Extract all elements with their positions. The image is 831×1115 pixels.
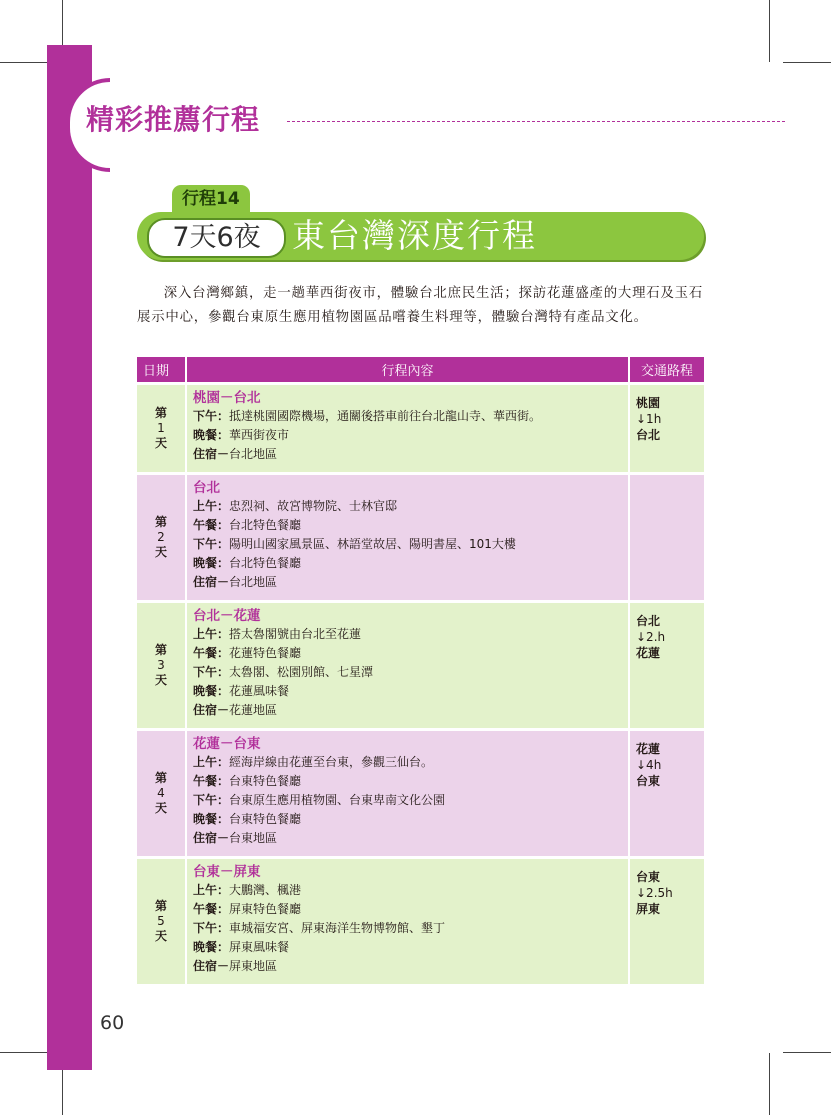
transport-to: 花蓮 [636,646,661,660]
header-date: 日期 [137,357,186,384]
schedule-label: 下午： [193,537,230,551]
route-badge: 行程14 [172,185,250,214]
schedule-line [193,535,622,554]
day-prefix: 第 [154,771,167,785]
schedule-line [193,919,622,938]
schedule-line [193,426,622,445]
schedule-label: 午餐： [193,518,230,532]
day-route: 台北－花蓮 [193,608,261,624]
page-spine [47,45,92,1070]
section-title: 精彩推薦行程 [86,103,261,136]
schedule-line [193,663,622,682]
content-cell [186,730,629,858]
crop-mark [0,1052,48,1053]
route-intro: 深入台灣鄉鎮，走一趟華西街夜市，體驗台北庶民生活；探訪花蓮盛產的大理石及玉石展示中心，參觀台東原生應用植物園區品嚐養生料理等，體驗台灣特有產品文化。 [137,286,704,326]
schedule-line [193,829,622,848]
day-number: 1 [157,421,165,435]
day-cell [137,602,186,730]
table-row [137,474,704,602]
schedule-text: 車城福安宮、屏東海洋生物博物館、墾丁 [229,921,446,935]
schedule-label: 住宿－ [193,959,230,973]
schedule-text: 台北特色餐廳 [229,518,302,532]
schedule-text: 台東原生應用植物園、台東卑南文化公園 [229,793,446,807]
day-prefix: 第 [154,406,167,420]
schedule-label: 上午： [193,627,230,641]
transport-cell [629,858,704,985]
content-cell [186,384,629,474]
schedule-text: 抵達桃園國際機場，通關後搭車前往台北龍山寺、華西街。 [229,409,542,423]
day-suffix: 天 [154,436,167,450]
transport-cell [629,384,704,474]
crop-mark [769,1053,770,1115]
day-suffix: 天 [154,929,167,943]
schedule-text: 大鵬灣、楓港 [229,883,302,897]
day-cell [137,384,186,474]
schedule-line [193,957,622,976]
header-content: 行程內容 [186,357,629,384]
transport-to: 台東 [636,774,661,788]
day-number: 4 [157,786,165,800]
schedule-line [193,682,622,701]
transport-duration: ↓1h [636,412,662,426]
schedule-label: 下午： [193,921,230,935]
schedule-line [193,516,622,535]
transport-from: 台北 [636,614,661,628]
schedule-line [193,554,622,573]
transport-from: 花蓮 [636,742,661,756]
day-number: 3 [157,658,165,672]
transport-from: 桃園 [636,396,661,410]
day-suffix: 天 [154,801,167,815]
content-cell [186,474,629,602]
schedule-text: 經海岸線由花蓮至台東，參觀三仙台。 [229,755,434,769]
schedule-line [193,445,622,464]
day-suffix: 天 [154,545,167,559]
schedule-label: 住宿－ [193,831,230,845]
schedule-line [193,810,622,829]
schedule-label: 上午： [193,499,230,513]
transport-duration: ↓2.5h [636,886,673,900]
schedule-text: 台東特色餐廳 [229,812,302,826]
schedule-label: 晚餐： [193,556,230,570]
schedule-label: 晚餐： [193,428,230,442]
day-prefix: 第 [154,515,167,529]
route-title: 東台灣深度行程 [292,216,537,255]
transport-cell [629,730,704,858]
schedule-text: 花蓮風味餐 [229,684,290,698]
schedule-text: 台北特色餐廳 [229,556,302,570]
day-number: 2 [157,530,165,544]
schedule-line [193,881,622,900]
day-number: 5 [157,914,165,928]
table-row [137,384,704,474]
schedule-line [193,938,622,957]
schedule-line [193,791,622,810]
schedule-text: 屏東地區 [229,959,278,973]
day-route: 花蓮－台東 [193,736,261,752]
crop-mark [769,0,770,62]
schedule-line [193,753,622,772]
duration-pill: 7天6夜 [147,218,286,258]
schedule-line [193,900,622,919]
schedule-text: 台東地區 [229,831,278,845]
schedule-label: 晚餐： [193,940,230,954]
day-suffix: 天 [154,673,167,687]
schedule-text: 太魯閣、松園別館、七星潭 [229,665,374,679]
schedule-text: 花蓮地區 [229,703,278,717]
schedule-label: 住宿－ [193,575,230,589]
schedule-label: 下午： [193,409,230,423]
transport-duration: ↓2.h [636,630,666,644]
transport-cell [629,602,704,730]
page-number: 60 [100,1012,125,1034]
transport-duration: ↓4h [636,758,662,772]
schedule-label: 下午： [193,665,230,679]
table-row [137,730,704,858]
day-prefix: 第 [154,899,167,913]
day-route: 台北 [193,480,220,496]
day-prefix: 第 [154,643,167,657]
day-cell [137,474,186,602]
schedule-label: 住宿－ [193,703,230,717]
schedule-label: 午餐： [193,774,230,788]
schedule-text: 搭太魯閣號由台北至花蓮 [229,627,362,641]
schedule-text: 屏東風味餐 [229,940,290,954]
schedule-label: 午餐： [193,646,230,660]
schedule-line [193,497,622,516]
content-cell [186,602,629,730]
crop-mark [0,62,48,63]
table-row [137,602,704,730]
schedule-text: 台北地區 [229,447,278,461]
day-cell [137,858,186,985]
day-route: 桃園－台北 [193,390,261,406]
schedule-text: 屏東特色餐廳 [229,902,302,916]
schedule-line [193,625,622,644]
schedule-line [193,772,622,791]
schedule-text: 花蓮特色餐廳 [229,646,302,660]
table-row [137,858,704,985]
schedule-text: 華西街夜市 [229,428,290,442]
transport-from: 台東 [636,870,661,884]
schedule-line [193,407,622,426]
header-transport: 交通路程 [629,357,704,384]
content-cell [186,858,629,985]
schedule-text: 忠烈祠、故宮博物院、士林官邸 [229,499,398,513]
schedule-text: 陽明山國家風景區、林語堂故居、陽明書屋、101大樓 [229,537,516,551]
schedule-line [193,644,622,663]
schedule-label: 晚餐： [193,684,230,698]
schedule-line [193,573,622,592]
schedule-label: 上午： [193,883,230,897]
schedule-line [193,701,622,720]
table-header-row [137,357,704,384]
schedule-text: 台北地區 [229,575,278,589]
transport-to: 台北 [636,428,661,442]
transport-to: 屏東 [636,902,661,916]
day-cell [137,730,186,858]
schedule-label: 晚餐： [193,812,230,826]
schedule-text: 台東特色餐廳 [229,774,302,788]
schedule-label: 上午： [193,755,230,769]
transport-cell [629,474,704,602]
schedule-label: 住宿－ [193,447,230,461]
schedule-label: 午餐： [193,902,230,916]
schedule-label: 下午： [193,793,230,807]
section-divider [287,121,785,122]
itinerary-table [137,357,704,984]
crop-mark [783,62,831,63]
day-route: 台東－屏東 [193,864,261,880]
crop-mark [783,1052,831,1053]
